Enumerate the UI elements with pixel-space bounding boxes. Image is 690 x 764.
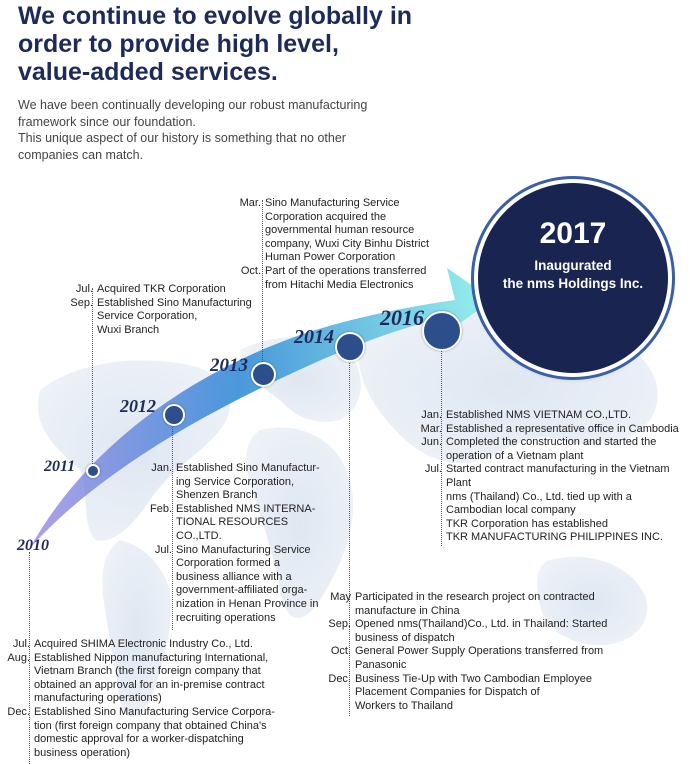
event-text: Started contract manufacturing in the Vietnam Plant nms (Thailand) Co., Ltd. tied up with a Cambodian local company TKR Corporation has established TKR MANUFACTURING PHILIPPINES INC. (446, 463, 670, 544)
event-text: Established NMS INTERNA- TIONAL RESOURCES CO.,LTD. (176, 502, 316, 542)
event-month: Oct. (330, 645, 351, 658)
event-item (0, 706, 300, 760)
intro-line: This unique aspect of our history is something that no other (18, 131, 346, 145)
milestone-badge-2017 (478, 183, 668, 373)
event-item (0, 652, 300, 706)
event-item (58, 297, 258, 338)
event-month: Jun. (421, 436, 442, 449)
event-text: Opened nms(Thailand)Co., Ltd. in Thailand: Started business of dispatch (355, 618, 608, 644)
milestone-dot-2016 (422, 311, 462, 351)
event-text: Established Nippon manufacturing International, Vietnam Branch (the first foreign company that obtained an approval for an in-premise contract manufacturing operations) (34, 651, 269, 705)
milestone-dot-2012 (163, 404, 185, 426)
year-label-2012: 2012 (120, 396, 156, 416)
events-2014 (316, 591, 636, 713)
event-item (225, 197, 445, 265)
badge-year: 2017 (539, 217, 607, 250)
headline-line: We continue to evolve globally in (18, 2, 413, 30)
event-month: Jul. (12, 638, 30, 650)
badge-line: the nms Holdings Inc. (502, 276, 644, 291)
event-item (136, 462, 336, 503)
year-label-2013: 2013 (210, 355, 248, 376)
milestone-dot-2013 (251, 362, 276, 387)
events-2016 (404, 409, 690, 545)
event-text: Part of the operations transferred from Hitachi Media Electronics (265, 264, 427, 291)
event-text: Established Sino Manufactur- ing Service Corporation, Shenzen Branch (176, 462, 320, 502)
event-month: Jul. (75, 283, 93, 295)
headline-line: order to provide high level, (18, 30, 339, 58)
event-item (136, 544, 336, 626)
event-text: General Power Supply Operations transferred from Panasonic (355, 645, 604, 671)
milestone-dot-2011 (86, 464, 100, 478)
event-month: Jul. (154, 543, 172, 556)
year-label-2014: 2014 (294, 326, 334, 348)
event-month: Oct. (240, 264, 261, 277)
event-month: Sep. (328, 618, 351, 631)
event-month: Jan. (421, 409, 442, 421)
events-2012 (136, 462, 336, 625)
event-month: Mar. (420, 422, 442, 435)
event-item (316, 591, 636, 618)
event-month: Dec. (328, 672, 351, 685)
events-2011 (58, 283, 258, 337)
event-text: Established Sino Manufacturing Service Corporation, Wuxi Branch (97, 296, 252, 336)
event-text: Acquired SHIMA Electronic Industry Co., Ltd. (34, 638, 253, 650)
badge-text (478, 257, 668, 293)
event-text: Established NMS VIETNAM CO.,LTD. (446, 409, 632, 421)
intro-line: framework since our foundation. (18, 114, 196, 129)
intro-line: companies can match. (18, 147, 144, 162)
event-month: May (330, 591, 351, 603)
event-item (225, 265, 445, 292)
event-text: Completed the construction and started the operation of a Vietnam plant (446, 436, 657, 462)
event-item (404, 463, 690, 545)
event-item (316, 618, 636, 645)
event-month: Jan. (151, 462, 172, 474)
events-2010 (0, 638, 300, 760)
year-label-2010: 2010 (17, 537, 49, 554)
event-item (58, 283, 258, 297)
event-month: Mar. (239, 197, 261, 209)
event-text: Sino Manufacturing Service Corporation formed a business alliance with a government-affiliated orga- nization in Henan Province in recruiting operations (176, 543, 319, 624)
event-month: Jul. (424, 463, 442, 476)
event-month: Aug. (7, 651, 30, 664)
event-item (404, 436, 690, 463)
event-item (316, 645, 636, 672)
milestone-dot-2014 (335, 332, 365, 362)
intro-paragraph (18, 97, 438, 163)
badge-line: Inaugurated (534, 258, 612, 273)
page-headline (18, 2, 488, 86)
event-text: Sino Manufacturing Service Corporation acquired the governmental human resource company, Wuxi City Binhu District Human Power Corporation (265, 197, 430, 264)
event-month: Feb. (149, 502, 172, 515)
year-label-2011: 2011 (44, 458, 76, 475)
event-item (404, 409, 690, 423)
event-month: Dec. (7, 705, 30, 718)
event-item (404, 423, 690, 437)
event-text: Established Sino Manufacturing Service Corpora- tion (first foreign company that obtained China's domestic approval for a worker-dispatching business operation) (34, 705, 275, 759)
event-text: Participated in the research project on contracted manufacture in China (355, 591, 595, 617)
event-text: Business Tie-Up with Two Cambodian Employee Placement Companies for Dispatch of Workers to Thailand (355, 672, 593, 712)
event-item (0, 638, 300, 652)
year-label-2016: 2016 (380, 305, 424, 330)
intro-line: We have been continually developing our robust manufacturing (18, 98, 368, 112)
event-text: Acquired TKR Corporation (97, 283, 226, 295)
event-text: Established a representative office in Cambodia (446, 422, 679, 435)
event-month: Sep. (70, 296, 93, 309)
headline-line: value-added services. (18, 58, 278, 86)
event-item (316, 673, 636, 714)
events-2013 (225, 197, 445, 292)
event-item (136, 503, 336, 544)
